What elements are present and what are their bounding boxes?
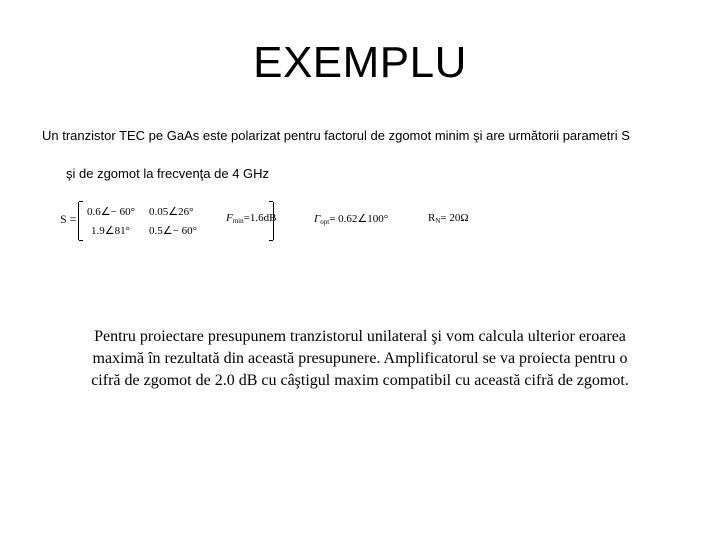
body-line-3: cifră de zgomot de 2.0 dB cu câştigul maxim compatibil cu această cifră de zgomot. — [91, 372, 629, 389]
rn-symbol: R — [428, 212, 436, 224]
gamma-opt-equation — [314, 212, 388, 226]
rn-value: = 20Ω — [440, 212, 469, 224]
s-matrix-label: S = — [60, 212, 77, 226]
fmin-subscript: min — [232, 217, 244, 225]
fmin-equation — [226, 212, 276, 225]
body-paragraph — [36, 326, 684, 392]
fmin-symbol: F — [226, 212, 233, 224]
body-line-2: maximă în rezultată din această presupunere. Amplificatorul se va proiecta pentru o — [92, 350, 628, 367]
s11-value: 0.6∠− 60° — [87, 206, 135, 218]
rn-subscript: N — [435, 217, 441, 225]
rn-equation — [428, 212, 469, 225]
s22-value: 0.5∠− 60° — [149, 225, 197, 237]
slide-title: EXEMPLU — [253, 38, 467, 87]
intro-text-line-1: Un tranzistor TEC pe GaAs este polarizat pentru factorul de zgomot minim şi are următorii parametri S — [42, 128, 630, 143]
gamma-opt-subscript: opt — [320, 218, 330, 226]
s12-value: 0.05∠26° — [149, 206, 194, 218]
fmin-value: =1.6dB — [243, 212, 277, 224]
s21-value: 1.9∠81° — [91, 225, 131, 237]
intro-text-line-2: şi de zgomot la frecvenţa de 4 GHz — [66, 166, 270, 181]
body-line-1: Pentru proiectare presupunem tranzistorul unilateral şi vom calcula ulterior eroarea — [94, 328, 626, 345]
gamma-opt-value: = 0.62∠100° — [329, 213, 389, 225]
gamma-opt-symbol: Γ — [314, 213, 321, 225]
